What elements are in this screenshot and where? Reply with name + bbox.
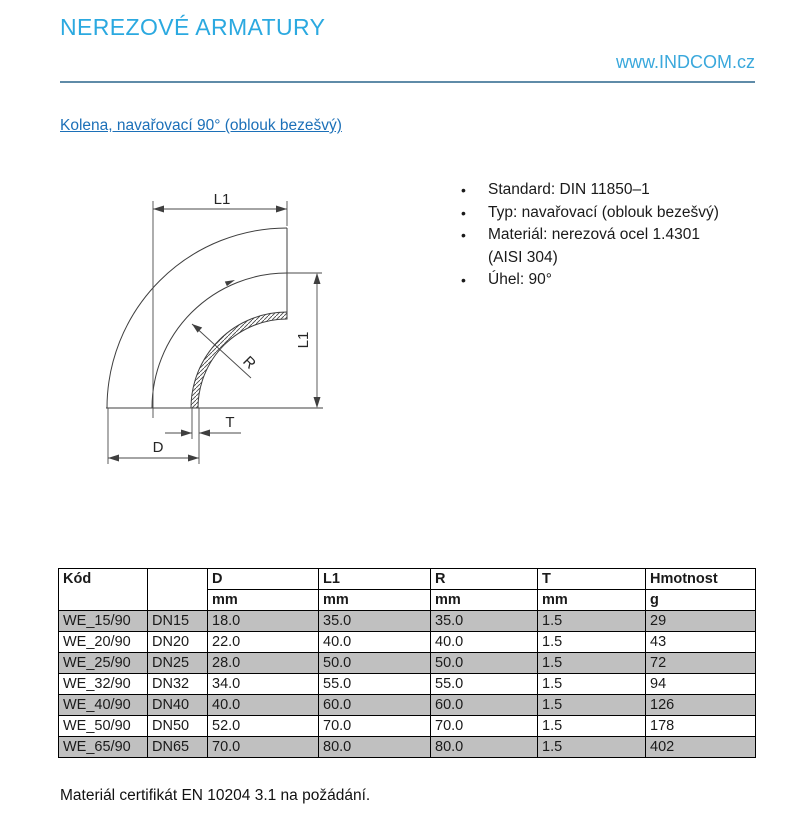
table-body xyxy=(59,611,756,758)
bullet-dot-icon: • xyxy=(461,204,466,221)
col-header-hmotnost: Hmotnost xyxy=(646,569,756,590)
table-row xyxy=(59,737,756,758)
cell-d: 22.0 xyxy=(208,632,319,653)
t-arrow-left-icon xyxy=(199,430,210,437)
dim-label-l1-top: L1 xyxy=(213,191,231,208)
table-row xyxy=(59,611,756,632)
dimensions-table xyxy=(58,568,756,758)
cell-l1: 55.0 xyxy=(319,674,431,695)
cell-t: 1.5 xyxy=(538,737,646,758)
section-title-link[interactable]: Kolena, navařovací 90° (oblouk bezešvý) xyxy=(60,117,342,134)
cell-kod: WE_65/90 xyxy=(59,737,148,758)
spec-item xyxy=(461,247,791,270)
dim-arrow-left-icon xyxy=(153,206,164,213)
dim-label-d: D xyxy=(152,439,164,456)
dim-label-r: R xyxy=(239,352,260,373)
table-row xyxy=(59,674,756,695)
cell-hmotnost: 29 xyxy=(646,611,756,632)
dim-label-t: T xyxy=(225,414,235,431)
t-arrow-right-icon xyxy=(181,430,192,437)
dim-label-l1-right: L1 xyxy=(295,331,312,349)
spec-text: (AISI 304) xyxy=(488,248,558,266)
spec-text: Materiál: nerezová ocel 1.4301 xyxy=(488,226,700,243)
header-row-names xyxy=(59,569,756,590)
cell-l1: 60.0 xyxy=(319,695,431,716)
cell-r: 60.0 xyxy=(431,695,538,716)
wall-section-hatched xyxy=(191,312,287,408)
cell-kod: WE_15/90 xyxy=(59,611,148,632)
col-header-t: T xyxy=(538,569,646,590)
cell-d: 28.0 xyxy=(208,653,319,674)
cell-d: 40.0 xyxy=(208,695,319,716)
page-title: NEREZOVÉ ARMATURY xyxy=(60,14,326,40)
d-arrow-right-icon xyxy=(188,455,199,462)
bullet-dot-icon: • xyxy=(461,182,466,198)
radius-arrow-icon xyxy=(192,324,202,333)
cell-kod: WE_20/90 xyxy=(59,632,148,653)
cell-t: 1.5 xyxy=(538,674,646,695)
col-header-d: D xyxy=(208,569,319,590)
dim-arrow-right-icon xyxy=(276,206,287,213)
col-header-r: R xyxy=(431,569,538,590)
spec-text: Typ: navařovací (oblouk bezešvý) xyxy=(488,203,719,221)
dimension-l1-right xyxy=(287,273,322,408)
cell-l1: 70.0 xyxy=(319,716,431,737)
cell-r: 40.0 xyxy=(431,632,538,653)
col-header-l1: L1 xyxy=(319,569,431,590)
col-header-kod: Kód xyxy=(59,569,148,611)
table-row xyxy=(59,653,756,674)
cell-hmotnost: 126 xyxy=(646,695,756,716)
bullet-dot-icon xyxy=(461,247,488,270)
table-row xyxy=(59,632,756,653)
table-row xyxy=(59,695,756,716)
dimension-l1-top xyxy=(153,191,287,418)
cell-d: 18.0 xyxy=(208,611,319,632)
cell-hmotnost: 43 xyxy=(646,632,756,653)
cell-hmotnost: 402 xyxy=(646,737,756,758)
cell-d: 34.0 xyxy=(208,674,319,695)
spec-list xyxy=(461,179,791,292)
cell-r: 50.0 xyxy=(431,653,538,674)
cell-dn: DN50 xyxy=(148,716,208,737)
cell-t: 1.5 xyxy=(538,695,646,716)
cell-l1: 35.0 xyxy=(319,611,431,632)
table-header xyxy=(59,569,756,611)
cell-dn: DN32 xyxy=(148,674,208,695)
dim-arrow-down-icon xyxy=(314,397,321,408)
spec-item xyxy=(461,202,791,225)
table-row xyxy=(59,716,756,737)
cell-hmotnost: 94 xyxy=(646,674,756,695)
unit-l1: mm xyxy=(319,590,431,611)
cell-dn: DN40 xyxy=(148,695,208,716)
cell-r: 55.0 xyxy=(431,674,538,695)
bullet-dot-icon: • xyxy=(461,227,466,243)
cell-t: 1.5 xyxy=(538,716,646,737)
dim-arrow-up-icon xyxy=(314,273,321,284)
elbow-body xyxy=(106,228,323,408)
unit-d: mm xyxy=(208,590,319,611)
cell-r: 35.0 xyxy=(431,611,538,632)
unit-hmotnost: g xyxy=(646,590,756,611)
cell-kod: WE_32/90 xyxy=(59,674,148,695)
cell-hmotnost: 178 xyxy=(646,716,756,737)
cell-l1: 80.0 xyxy=(319,737,431,758)
unit-t: mm xyxy=(538,590,646,611)
cell-l1: 50.0 xyxy=(319,653,431,674)
cell-dn: DN15 xyxy=(148,611,208,632)
cell-dn: DN20 xyxy=(148,632,208,653)
elbow-technical-drawing xyxy=(84,188,334,488)
cell-r: 80.0 xyxy=(431,737,538,758)
col-header-dn xyxy=(148,569,208,611)
website-link[interactable]: www.INDCOM.cz xyxy=(616,52,755,72)
cell-kod: WE_50/90 xyxy=(59,716,148,737)
cell-hmotnost: 72 xyxy=(646,653,756,674)
certificate-note: Materiál certifikát EN 10204 3.1 na požádání. xyxy=(60,787,371,804)
dimension-d xyxy=(108,408,199,464)
elbow-drawing-svg xyxy=(84,188,334,488)
cell-t: 1.5 xyxy=(538,632,646,653)
spec-item xyxy=(461,224,791,247)
d-arrow-left-icon xyxy=(108,455,119,462)
cell-kod: WE_25/90 xyxy=(59,653,148,674)
cell-dn: DN65 xyxy=(148,737,208,758)
cell-kod: WE_40/90 xyxy=(59,695,148,716)
spec-text: Úhel: 90° xyxy=(488,271,552,288)
dimension-t xyxy=(165,408,241,464)
bullet-dot-icon: • xyxy=(461,272,466,288)
spec-item xyxy=(461,269,791,292)
unit-r: mm xyxy=(431,590,538,611)
cell-l1: 40.0 xyxy=(319,632,431,653)
spec-text: Standard: DIN 11850–1 xyxy=(488,181,650,198)
cell-d: 70.0 xyxy=(208,737,319,758)
cell-t: 1.5 xyxy=(538,611,646,632)
header-divider xyxy=(60,81,755,83)
cell-dn: DN25 xyxy=(148,653,208,674)
cell-d: 52.0 xyxy=(208,716,319,737)
cell-t: 1.5 xyxy=(538,653,646,674)
spec-item xyxy=(461,179,791,202)
cell-r: 70.0 xyxy=(431,716,538,737)
